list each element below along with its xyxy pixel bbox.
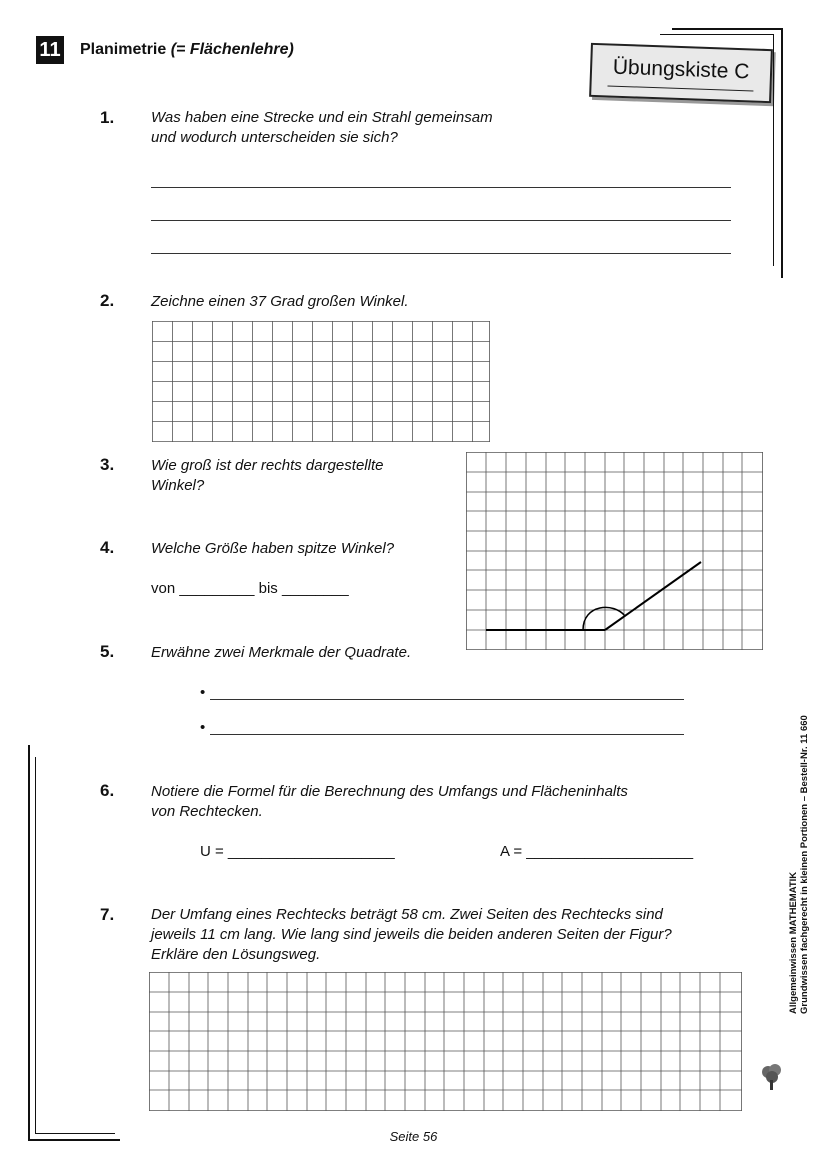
angle-figure-grid bbox=[466, 452, 763, 650]
question-text bbox=[151, 782, 628, 822]
question-line: Notiere die Formel für die Berechnung des Umfangs und Flächeninhalts bbox=[151, 783, 628, 800]
stamp-underline bbox=[607, 85, 753, 91]
page-number: Seite 56 bbox=[389, 1129, 438, 1144]
title-text: Planimetrie bbox=[80, 41, 167, 58]
question-number: 7. bbox=[100, 905, 115, 924]
answer-line[interactable] bbox=[151, 220, 731, 221]
question-line: Erkläre den Lösungsweg. bbox=[151, 946, 321, 963]
answer-line[interactable] bbox=[151, 187, 731, 188]
answer-line[interactable] bbox=[210, 699, 684, 700]
answer-line[interactable] bbox=[210, 734, 684, 735]
question-number: 4. bbox=[100, 538, 115, 557]
bullet: • bbox=[200, 684, 206, 701]
question-text bbox=[151, 108, 493, 148]
tree-logo-icon bbox=[760, 1062, 788, 1094]
question-line: Was haben eine Strecke und ein Strahl gemeinsam bbox=[151, 109, 493, 126]
angle-ray-slanted bbox=[605, 562, 701, 630]
frame-line bbox=[773, 34, 774, 266]
question-text: Erwähne zwei Merkmale der Quadrate. bbox=[151, 644, 412, 661]
question-line: Wie groß ist der rechts dargestellte bbox=[151, 457, 384, 474]
exercise-stamp bbox=[589, 43, 773, 103]
frame-line bbox=[781, 28, 783, 278]
page-title bbox=[80, 41, 294, 59]
subtitle-text: (= Flächenlehre) bbox=[170, 41, 294, 58]
question-number: 5. bbox=[100, 642, 115, 661]
question-line: jeweils 11 cm lang. Wie lang sind jeweils die beiden anderen Seiten der Figur? bbox=[151, 926, 672, 943]
question-line: Der Umfang eines Rechtecks beträgt 58 cm. Zwei Seiten des Rechtecks sind bbox=[151, 906, 663, 923]
question-text bbox=[151, 456, 383, 496]
sidebar-line: Grundwissen fachgerecht in kleinen Portionen – Bestell-Nr. 11 660 bbox=[799, 715, 810, 1014]
chapter-number: 11 bbox=[36, 36, 64, 64]
area-formula-field[interactable]: A = ____________________ bbox=[500, 843, 694, 860]
bullet: • bbox=[200, 719, 206, 736]
angle-arc bbox=[583, 607, 625, 630]
solution-grid[interactable] bbox=[149, 972, 742, 1111]
question-text bbox=[151, 905, 672, 965]
stamp-label: Übungskiste C bbox=[612, 55, 750, 84]
question-number: 3. bbox=[100, 455, 115, 474]
answer-range[interactable]: von _________ bis ________ bbox=[151, 580, 349, 597]
publisher-logo bbox=[760, 1062, 788, 1099]
question-line: von Rechtecken. bbox=[151, 803, 263, 820]
sidebar-line: Allgemeinwissen MATHEMATIK bbox=[788, 871, 799, 1014]
answer-line[interactable] bbox=[151, 253, 731, 254]
question-number: 6. bbox=[100, 781, 115, 800]
question-line: und wodurch unterscheiden sie sich? bbox=[151, 129, 398, 146]
question-line: Winkel? bbox=[151, 477, 205, 494]
question-text: Welche Größe haben spitze Winkel? bbox=[151, 540, 395, 557]
publisher-sidebar bbox=[788, 715, 810, 1014]
question-number: 1. bbox=[100, 108, 115, 127]
question-number: 2. bbox=[100, 291, 115, 310]
frame-line bbox=[28, 745, 30, 1140]
frame-line bbox=[672, 28, 782, 30]
frame-line bbox=[660, 34, 774, 35]
perimeter-formula-field[interactable]: U = ____________________ bbox=[200, 843, 395, 860]
drawing-grid[interactable] bbox=[152, 321, 490, 442]
question-text: Zeichne einen 37 Grad großen Winkel. bbox=[151, 293, 409, 310]
frame-line bbox=[35, 757, 36, 1134]
